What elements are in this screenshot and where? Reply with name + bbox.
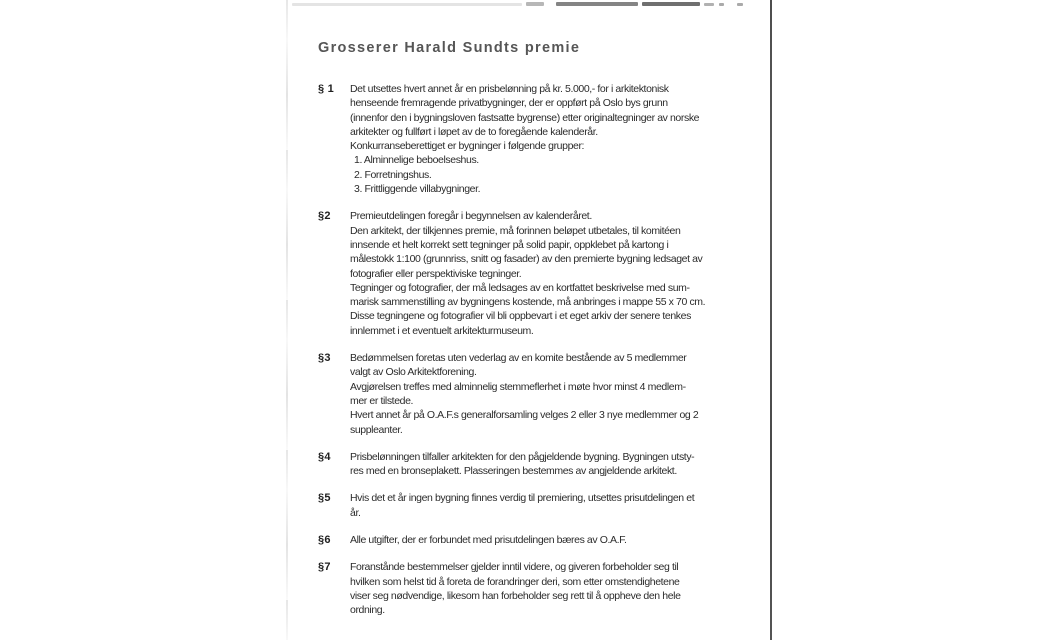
scan-artifact <box>704 3 714 6</box>
text-line: år. <box>350 506 361 519</box>
section-lines <box>350 533 758 547</box>
text-line: Disse tegningene og fotografier vil bli oppbevart i et eget arkiv der senere tenkes <box>350 310 691 323</box>
text-line: Hvis det et år ingen bygning finnes verdig til premiering, utsettes prisutdelingen et <box>350 492 695 505</box>
text-line: innsende et helt korrekt sett tegninger på solid papir, oppklebet på kartong i <box>350 238 669 251</box>
sections <box>318 82 758 618</box>
text-line: innlemmet i et eventuelt arkitekturmuseum. <box>350 324 534 337</box>
statute-section <box>318 491 758 520</box>
text-line: Prisbelønningen tilfaller arkitekten for den pågjeldende bygning. Bygningen utsty- <box>350 450 695 463</box>
text-line: hvilken som helst tid å foreta de forandringer deri, som etter omstendighetene <box>350 575 680 588</box>
section-lines <box>350 491 758 520</box>
scan-artifact <box>292 3 522 6</box>
page-left-gutter-line <box>286 0 288 640</box>
section-mark: §5 <box>318 492 331 505</box>
text-line: ordning. <box>350 604 385 617</box>
text-line: Det utsettes hvert annet år en prisbelønning på kr. 5.000,- for i arkitektonisk <box>350 83 669 95</box>
text-line: res med en bronseplakett. Plasseringen bestemmes av angjeldende arkitekt. <box>350 465 677 478</box>
page-right-edge-line <box>770 0 772 640</box>
text-line: Hvert annet år på O.A.F.s generalforsamling velges 2 eller 3 nye medlemmer og 2 <box>350 409 699 422</box>
text-line: fotografier eller perspektiviske tegninger. <box>350 267 522 280</box>
text-line: 3. Frittliggende villabygninger. <box>354 183 481 196</box>
section-lines <box>350 209 758 338</box>
text-line: Premieutdelingen foregår i begynnelsen av kalenderåret. <box>350 210 592 223</box>
text-line: målestokk 1:100 (grunnriss, snitt og fasader) av den premierte bygning ledsaget av <box>350 253 703 266</box>
section-mark: §3 <box>318 352 331 365</box>
text-line: suppleanter. <box>350 423 403 436</box>
text-line: 1. Alminnelige beboelseshus. <box>354 154 479 167</box>
text-line: Konkurranseberettiget er bygninger i følgende grupper: <box>350 140 585 153</box>
text-line: viser seg nødvendige, likesom han forbeholder seg rett til å oppheve den hele <box>350 589 681 602</box>
scan-artifact <box>719 3 724 6</box>
text-line: henseende fremragende privatbygninger, der er oppført på Oslo bys grunn <box>350 97 668 110</box>
text-line: mer er tilstede. <box>350 394 414 407</box>
scan-top-edge <box>0 0 1060 8</box>
text-line: Den arkitekt, der tilkjennes premie, må forinnen beløpet utbetales, til komitéen <box>350 224 681 237</box>
section-mark: §6 <box>318 534 331 547</box>
text-line: Avgjørelsen treffes med alminnelig stemmeflerhet i møte hvor minst 4 medlem- <box>350 380 686 393</box>
scan-artifact <box>526 2 544 6</box>
section-lines <box>350 351 758 437</box>
statute-section <box>318 533 758 547</box>
section-mark: §7 <box>318 561 331 574</box>
text-line: Tegninger og fotografier, der må ledsages av en kortfattet beskrivelse med sum- <box>350 281 690 294</box>
section-mark: § 1 <box>318 83 334 95</box>
text-line: Alle utgifter, der er forbundet med prisutdelingen bæres av O.A.F. <box>350 534 627 547</box>
document-page <box>318 40 758 618</box>
text-line: arkitekter og fullført i løpet av de to foregående kalenderår. <box>350 125 598 138</box>
text-line: Foranstånde bestemmelser gjelder inntil videre, og giveren forbeholder seg til <box>350 561 679 574</box>
statute-section <box>318 450 758 479</box>
text-line: Bedømmelsen foretas uten vederlag av en komite bestående av 5 medlemmer <box>350 352 687 365</box>
text-line: marisk sammenstilling av bygningens kostende, må anbringes i mappe 55 x 70 cm. <box>350 296 706 309</box>
text-line: valgt av Oslo Arkitektforening. <box>350 366 477 379</box>
page-title: Grosserer Harald Sundts premie <box>318 40 581 56</box>
statute-section <box>318 82 758 196</box>
statute-section <box>318 351 758 437</box>
scan-artifact <box>556 2 638 6</box>
text-line: (innenfor den i bygningsloven fastsatte bygrense) etter originaltegninger av norske <box>350 111 700 124</box>
scan-artifact <box>737 3 743 6</box>
statute-section <box>318 560 758 617</box>
text-line: 2. Forretningshus. <box>354 168 432 181</box>
section-lines <box>350 450 758 479</box>
scan-artifact <box>642 2 700 6</box>
section-lines <box>350 560 758 617</box>
section-lines <box>350 82 758 196</box>
section-mark: §4 <box>318 450 331 463</box>
section-mark: §2 <box>318 210 331 223</box>
statute-section <box>318 209 758 338</box>
